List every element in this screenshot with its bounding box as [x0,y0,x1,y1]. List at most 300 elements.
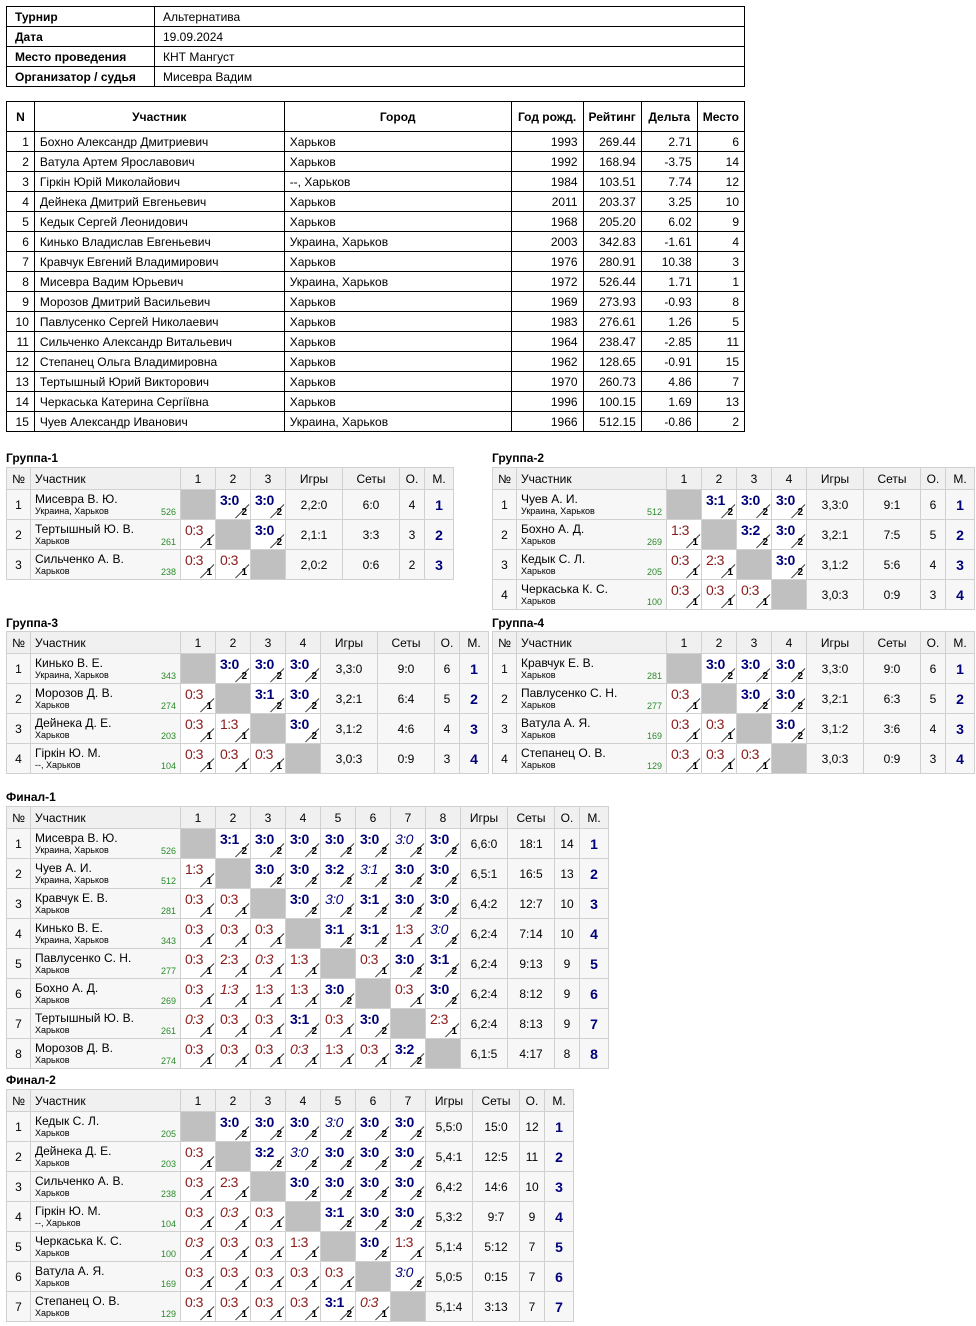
participant-cell: 14 [697,152,744,172]
match-score-cell[interactable] [286,654,321,684]
match-score-cell[interactable] [772,684,807,714]
match-score-cell[interactable] [181,1292,216,1322]
participant-cell: 1984 [511,172,583,192]
match-score-cell[interactable] [772,550,807,580]
match-score-cell[interactable] [356,1009,391,1039]
self-match-cell [181,654,216,684]
player-sets: 3:6 [864,714,921,744]
match-points: 1 [762,597,768,608]
group-title: Группа-1 [6,451,59,465]
group-table [6,467,454,580]
match-score-cell[interactable] [702,550,737,580]
match-score-cell[interactable] [251,1232,286,1262]
participants-header-cell: Место [697,102,744,132]
match-points: 1 [381,966,387,977]
match-score-cell[interactable] [772,520,807,550]
match-score-cell[interactable] [667,520,702,550]
match-score-cell[interactable] [772,654,807,684]
match-score-cell[interactable] [772,490,807,520]
match-score-cell[interactable] [251,1009,286,1039]
match-score-cell[interactable] [356,889,391,919]
match-score-cell[interactable] [216,550,251,580]
match-score-cell[interactable] [181,520,216,550]
participant-cell: 1.69 [641,392,697,412]
header-participant: Участник [31,807,181,829]
player-games: 3,0:3 [807,744,864,774]
player-games: 6,4:2 [461,889,508,919]
player-city: Харьков [35,536,70,546]
match-score-cell[interactable] [356,1202,391,1232]
match-score-cell[interactable] [216,949,251,979]
participant-cell: 8 [7,272,35,292]
match-points: 2 [416,966,422,977]
match-score-cell[interactable] [216,1262,251,1292]
player-name: Гіркін Ю. М. [35,746,101,760]
match-score-cell[interactable] [181,1142,216,1172]
match-score: 2:3 [220,951,238,967]
match-points: 1 [276,1026,282,1037]
participant-cell: 6.02 [641,212,697,232]
match-score-cell[interactable] [667,550,702,580]
match-points: 1 [692,701,698,712]
match-score-cell[interactable] [181,949,216,979]
group-player-row [7,889,609,919]
match-score-cell[interactable] [321,1142,356,1172]
match-score: 0:3 [671,686,689,702]
match-score-cell[interactable] [702,490,737,520]
match-score-cell[interactable] [216,1202,251,1232]
player-place: 7 [545,1292,574,1322]
match-points: 2 [346,906,352,917]
match-score: 3:0 [325,891,343,907]
match-score-cell[interactable] [356,949,391,979]
player-name: Бохно А. Д. [521,522,585,536]
match-score-cell[interactable] [321,1172,356,1202]
match-score-cell[interactable] [426,1009,461,1039]
match-score-cell[interactable] [391,1262,426,1292]
match-score-cell[interactable] [216,829,251,859]
match-score: 3:0 [325,1174,344,1190]
player-rating: 169 [160,1279,176,1289]
match-score: 3:1 [220,831,239,847]
match-score-cell[interactable] [216,919,251,949]
group-player-row [7,1142,574,1172]
match-score-cell[interactable] [286,684,321,714]
match-score-cell[interactable] [286,714,321,744]
match-score: 3:0 [290,891,309,907]
participant-cell: 280.91 [583,252,641,272]
header-games: Игры [321,632,378,654]
player-index: 1 [7,490,31,520]
match-score: 3:0 [360,1204,379,1220]
group-player-row [493,684,975,714]
match-score-cell[interactable] [181,859,216,889]
match-score-cell[interactable] [772,714,807,744]
match-score-cell[interactable] [391,1112,426,1142]
match-score-cell[interactable] [702,580,737,610]
match-score-cell[interactable] [391,949,426,979]
match-score-cell[interactable] [181,889,216,919]
match-points: 2 [381,1026,387,1037]
match-score-cell[interactable] [426,859,461,889]
match-score-cell[interactable] [391,859,426,889]
match-score-cell[interactable] [251,684,286,714]
match-score-cell[interactable] [667,580,702,610]
match-score-cell[interactable] [321,1292,356,1322]
header-points: О. [555,807,580,829]
match-score-cell[interactable] [356,829,391,859]
match-score-cell[interactable] [251,1202,286,1232]
match-score-cell[interactable] [391,1039,426,1069]
match-score-cell[interactable] [286,1112,321,1142]
match-score-cell[interactable] [737,744,772,774]
match-score-cell[interactable] [356,1292,391,1322]
match-points: 1 [206,731,212,742]
match-score-cell[interactable] [391,829,426,859]
player-index: 1 [7,654,31,684]
player-name: Дейнека Д. Е. [35,716,112,730]
player-cell [31,889,181,919]
match-score-cell[interactable] [356,859,391,889]
group-player-row [7,654,489,684]
match-points: 2 [416,906,422,917]
header-opponent-number: 2 [216,1090,251,1112]
match-score: 3:0 [360,1114,379,1130]
group-player-row [7,1039,609,1069]
player-city: Харьков [35,1055,70,1065]
match-score-cell[interactable] [321,1039,356,1069]
group-player-row [7,1202,574,1232]
player-cell [31,949,181,979]
match-points: 2 [451,996,457,1007]
group-table [492,467,975,610]
match-score-cell[interactable] [181,919,216,949]
match-score-cell[interactable] [181,1039,216,1069]
match-score-cell[interactable] [216,1009,251,1039]
match-score: 0:3 [255,1011,273,1027]
match-score-cell[interactable] [251,829,286,859]
match-score-cell[interactable] [251,1039,286,1069]
match-score-cell[interactable] [667,714,702,744]
self-match-cell [251,714,286,744]
match-score-cell[interactable] [251,979,286,1009]
match-score-cell[interactable] [286,1039,321,1069]
player-rating: 281 [160,906,176,916]
match-score-cell[interactable] [391,1172,426,1202]
match-score-cell[interactable] [286,889,321,919]
match-points: 1 [276,1056,282,1067]
player-games: 5,1:4 [426,1232,473,1262]
match-score-cell[interactable] [251,490,286,520]
participants-header-cell: Рейтинг [583,102,641,132]
match-score-cell[interactable] [737,684,772,714]
match-score-cell[interactable] [286,1262,321,1292]
player-rating: 100 [646,597,662,607]
player-rating: 526 [160,507,176,517]
match-score: 3:0 [290,831,309,847]
player-sets: 14:6 [473,1172,520,1202]
match-score: 3:0 [741,686,760,702]
match-score-cell[interactable] [251,859,286,889]
player-place: 6 [545,1262,574,1292]
header-place: М. [545,1090,574,1112]
header-opponent-number: 3 [737,468,772,490]
match-score-cell[interactable] [737,654,772,684]
match-score-cell[interactable] [321,1112,356,1142]
match-score-cell[interactable] [216,1292,251,1322]
match-score-cell[interactable] [391,1142,426,1172]
match-score: 0:3 [220,552,238,568]
player-sets: 6:0 [343,490,400,520]
match-score: 3:0 [741,492,760,508]
player-index: 7 [7,1292,31,1322]
participant-cell: 2003 [511,232,583,252]
participant-cell: 2 [7,152,35,172]
match-score: 3:0 [776,656,795,672]
player-index: 4 [493,580,517,610]
player-place: 2 [460,684,489,714]
match-points: 1 [276,1279,282,1290]
match-score: 3:0 [220,1114,239,1130]
match-points: 1 [451,1026,457,1037]
player-name: Мисевра В. Ю. [35,492,118,506]
player-name: Черкаська К. С. [521,582,608,596]
player-name: Тертышный Ю. В. [35,522,134,536]
match-score-cell[interactable] [251,1292,286,1322]
match-score-cell[interactable] [286,1009,321,1039]
player-place: 6 [580,979,609,1009]
player-games: 3,3:0 [807,654,864,684]
match-score-cell[interactable] [321,1202,356,1232]
match-score: 0:3 [395,981,413,997]
match-score-cell[interactable] [251,919,286,949]
match-score-cell[interactable] [251,1112,286,1142]
participant-cell: 7 [697,372,744,392]
participants-header-cell: Город [284,102,511,132]
match-score-cell[interactable] [216,654,251,684]
match-score-cell[interactable] [356,1112,391,1142]
participant-cell: 13 [697,392,744,412]
group-title: Финал-1 [6,790,56,804]
match-points: 1 [276,1219,282,1230]
match-points: 1 [206,996,212,1007]
match-score-cell[interactable] [286,1292,321,1322]
participant-cell: 10.38 [641,252,697,272]
match-points: 1 [206,906,212,917]
info-row [7,47,745,67]
match-score-cell[interactable] [251,744,286,774]
match-score-cell[interactable] [216,1039,251,1069]
match-score-cell[interactable] [702,744,737,774]
match-points: 2 [311,1189,317,1200]
match-score-cell[interactable] [286,949,321,979]
match-score-cell[interactable] [426,919,461,949]
match-score-cell[interactable] [321,829,356,859]
match-points: 2 [346,846,352,857]
match-score-cell[interactable] [286,1172,321,1202]
match-score-cell[interactable] [251,949,286,979]
match-score-cell[interactable] [251,520,286,550]
match-score: 3:2 [741,522,760,538]
group-player-row [7,1009,609,1039]
match-score-cell[interactable] [181,714,216,744]
match-score-cell[interactable] [181,684,216,714]
player-games: 3,3:0 [807,490,864,520]
match-score-cell[interactable] [702,714,737,744]
player-points: 5 [435,684,460,714]
match-score-cell[interactable] [321,889,356,919]
player-cell [31,714,181,744]
match-points: 1 [206,876,212,887]
match-score-cell[interactable] [216,1112,251,1142]
player-games: 2,0:2 [286,550,343,580]
player-games: 5,1:4 [426,1292,473,1322]
match-score: 3:0 [220,656,239,672]
info-label: Место проведения [7,47,155,67]
player-games: 6,4:2 [426,1172,473,1202]
player-city: Харьков [35,700,70,710]
match-score-cell[interactable] [356,919,391,949]
match-score: 0:3 [671,582,689,598]
match-score-cell[interactable] [181,1232,216,1262]
match-score-cell[interactable] [216,889,251,919]
match-score-cell[interactable] [356,1172,391,1202]
header-opponent-number: 1 [181,468,216,490]
match-score: 1:3 [255,981,273,997]
participant-cell: 12 [697,172,744,192]
match-score-cell[interactable] [321,1262,356,1292]
player-sets: 7:14 [508,919,555,949]
self-match-cell [737,550,772,580]
match-score-cell[interactable] [181,550,216,580]
match-score-cell[interactable] [667,744,702,774]
match-score-cell[interactable] [181,744,216,774]
match-score-cell[interactable] [181,1009,216,1039]
match-score-cell[interactable] [391,1202,426,1232]
match-score-cell[interactable] [426,949,461,979]
match-score-cell[interactable] [181,1202,216,1232]
player-city: Харьков [521,760,556,770]
participant-cell: -3.75 [641,152,697,172]
player-index: 4 [7,1202,31,1232]
match-score-cell[interactable] [216,1232,251,1262]
header-opponent-number: 3 [251,807,286,829]
match-score-cell[interactable] [737,490,772,520]
match-score-cell[interactable] [321,979,356,1009]
self-match-cell [181,490,216,520]
match-points: 2 [346,876,352,887]
player-place: 2 [580,859,609,889]
player-points: 4 [400,490,425,520]
match-score: 3:1 [706,492,725,508]
match-score-cell[interactable] [667,684,702,714]
match-score-cell[interactable] [181,979,216,1009]
player-games: 6,2:4 [461,979,508,1009]
match-score-cell[interactable] [356,1142,391,1172]
match-score-cell[interactable] [216,490,251,520]
match-score-cell[interactable] [391,979,426,1009]
player-name: Чуев А. И. [35,861,92,875]
match-score-cell[interactable] [251,1142,286,1172]
match-points: 2 [381,846,387,857]
group-player-row [7,1292,574,1322]
match-score: 3:0 [325,1114,343,1130]
player-city: Харьков [35,965,70,975]
player-place: 1 [580,829,609,859]
match-score-cell[interactable] [286,829,321,859]
participant-cell: 15 [7,412,35,432]
match-score-cell[interactable] [426,979,461,1009]
match-score-cell[interactable] [286,1142,321,1172]
group-table [6,806,609,1069]
match-score-cell[interactable] [286,859,321,889]
match-score-cell[interactable] [321,919,356,949]
match-points: 2 [346,1309,352,1320]
match-score-cell[interactable] [181,1172,216,1202]
player-name: Ватула А. Я. [35,1264,105,1278]
match-score-cell[interactable] [391,1232,426,1262]
participant-cell: Харьков [284,392,511,412]
match-score-cell[interactable] [286,1232,321,1262]
match-score-cell[interactable] [286,979,321,1009]
participant-cell: 9 [697,212,744,232]
participant-cell: 1 [7,132,35,152]
match-points: 1 [311,1056,317,1067]
match-score-cell[interactable] [251,1262,286,1292]
match-score-cell[interactable] [737,580,772,610]
player-name: Кравчук Е. В. [521,656,595,670]
match-score-cell[interactable] [181,1262,216,1292]
player-city: Украина, Харьков [35,670,109,680]
player-cell [31,550,181,580]
player-games: 5,0:5 [426,1262,473,1292]
match-score: 3:0 [290,1144,308,1160]
header-opponent-number: 1 [181,1090,216,1112]
match-score-cell[interactable] [216,1172,251,1202]
player-city: Харьков [521,596,556,606]
self-match-cell [216,684,251,714]
match-score-cell[interactable] [216,979,251,1009]
match-score-cell[interactable] [216,744,251,774]
match-score-cell[interactable] [321,859,356,889]
match-score-cell[interactable] [321,1009,356,1039]
match-score-cell[interactable] [356,1232,391,1262]
player-place: 8 [580,1039,609,1069]
player-sets: 4:17 [508,1039,555,1069]
match-score-cell[interactable] [216,714,251,744]
match-score-cell[interactable] [356,1039,391,1069]
participant-cell: Бохно Александр Дмитриевич [34,132,284,152]
match-score: 1:3 [290,951,308,967]
match-points: 2 [276,701,282,712]
player-cell [517,714,667,744]
header-games: Игры [461,807,508,829]
match-score-cell[interactable] [702,654,737,684]
match-score-cell[interactable] [391,919,426,949]
participant-cell: Тертышный Юрий Викторович [34,372,284,392]
match-points: 2 [311,731,317,742]
player-rating: 104 [160,1219,176,1229]
match-score-cell[interactable] [426,829,461,859]
match-score: 1:3 [671,522,689,538]
match-score-cell[interactable] [737,520,772,550]
player-index: 2 [7,859,31,889]
match-score-cell[interactable] [251,654,286,684]
player-name: Кинько В. Е. [35,656,103,670]
match-score-cell[interactable] [391,889,426,919]
match-score-cell[interactable] [426,889,461,919]
match-score: 3:0 [395,1204,414,1220]
